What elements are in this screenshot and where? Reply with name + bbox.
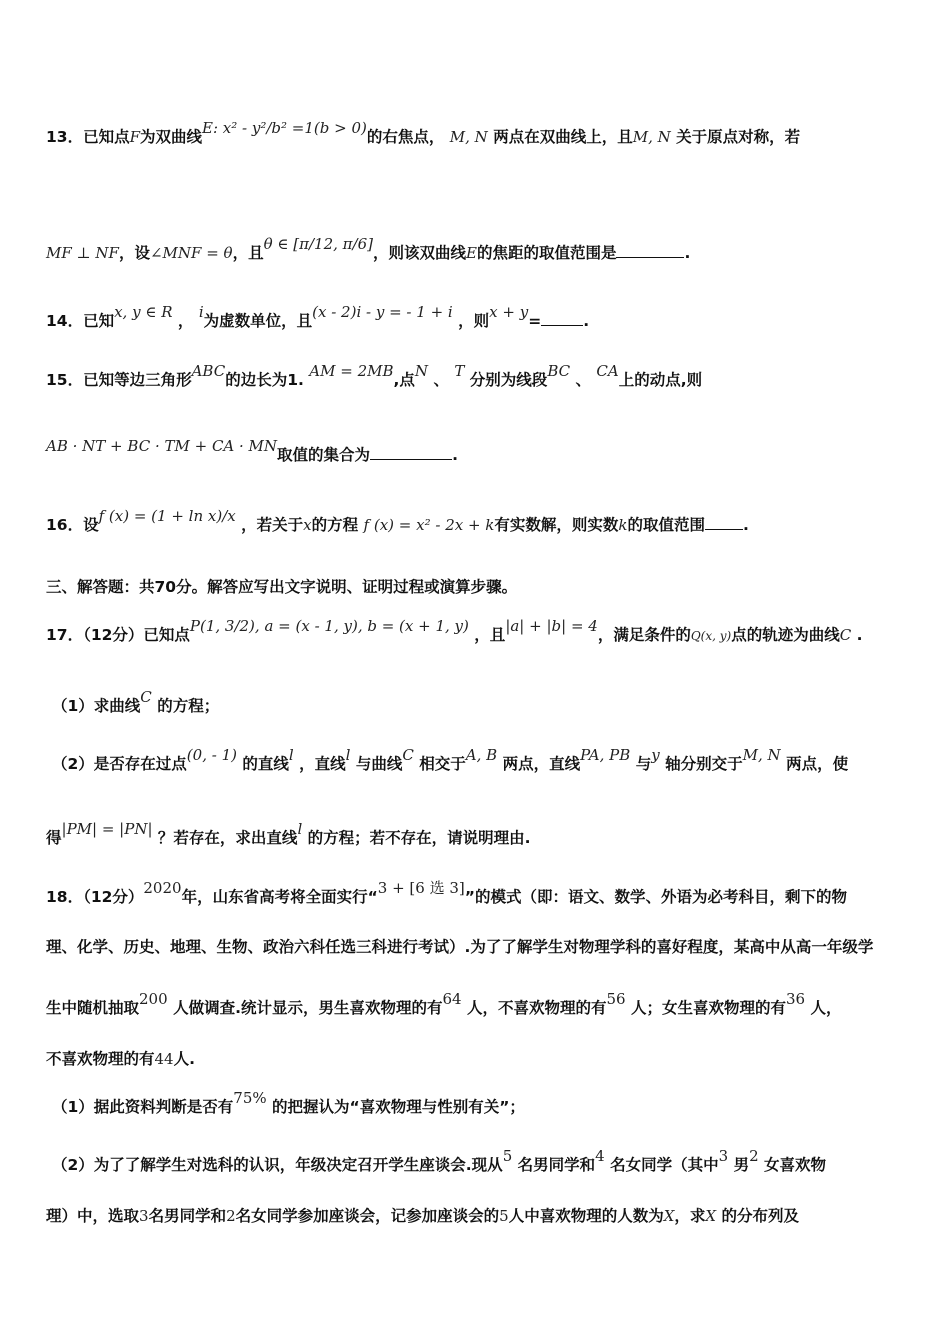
text: 的右焦点， xyxy=(366,128,445,146)
text: 生中随机抽取 xyxy=(46,999,140,1017)
text: ，则 xyxy=(458,312,490,330)
text: ，且 xyxy=(474,626,506,644)
number: 64 xyxy=(442,990,462,1008)
math: PA, PB xyxy=(580,746,631,764)
q15-line-2 xyxy=(46,437,910,466)
function-definition: f (x) = (1 + ln x)/x xyxy=(98,507,236,525)
text: 14．已知 xyxy=(46,312,115,330)
math: X xyxy=(705,1207,717,1225)
math: AM = 2MB xyxy=(309,362,394,380)
text: ，若关于 xyxy=(241,516,304,534)
text: = xyxy=(528,312,542,330)
text: 上的动点,则 xyxy=(618,371,703,389)
math: T xyxy=(454,362,465,380)
math: |a| + |b| = 4 xyxy=(505,617,598,635)
q18-part-2-cont xyxy=(46,1205,910,1227)
text: （1）求曲线 xyxy=(52,697,141,715)
math: 3 + [6 选 3] xyxy=(377,879,465,897)
text: 与 xyxy=(635,755,652,773)
math: BC xyxy=(547,362,571,380)
math: l xyxy=(297,820,303,838)
math: CA xyxy=(596,362,619,380)
text: 轴分别交于 xyxy=(665,755,743,773)
math: E xyxy=(465,244,477,262)
math: F xyxy=(129,128,140,146)
text: . xyxy=(583,312,590,330)
number: 200 xyxy=(139,990,168,1008)
number: 36 xyxy=(785,990,806,1008)
number: 3 xyxy=(139,1207,149,1225)
text: 点的轨迹为曲线 xyxy=(731,626,840,644)
answer-blank xyxy=(616,243,684,258)
math: C xyxy=(839,626,852,644)
text: . xyxy=(684,244,691,262)
text: 男 xyxy=(733,1156,750,1174)
text: 、 xyxy=(575,371,592,389)
text: 18．（12分） xyxy=(46,888,144,906)
number: 5 xyxy=(502,1147,513,1165)
math: ∠MNF = θ xyxy=(149,244,233,262)
text: 两点在双曲线上，且 xyxy=(493,128,633,146)
text: 、 xyxy=(433,371,449,389)
math: N xyxy=(414,362,429,380)
text: 人，不喜欢物理的有 xyxy=(466,999,607,1017)
q18-part-1 xyxy=(52,1089,910,1118)
q16-line xyxy=(46,507,910,536)
text: 的方程 xyxy=(311,516,359,534)
q18-line-2: 理、化学、历史、地理、生物、政治六科任选三科进行考试）.为了了解学生对物理学科的喜好程度，某高中从高一年级学 xyxy=(46,938,874,956)
text: 的方程； xyxy=(157,697,220,715)
text: 取值的集合为 xyxy=(277,446,371,464)
math: l xyxy=(345,746,351,764)
math: i xyxy=(198,303,204,321)
text: ，则该双曲线 xyxy=(372,244,466,262)
math: M, N xyxy=(742,746,781,764)
section-heading: 三、解答题：共70分。解答应写出文字说明、证明过程或演算步骤。 xyxy=(46,578,518,596)
text: 两点，直线 xyxy=(502,755,581,773)
math: x, y ∈ R xyxy=(114,303,173,321)
q18-part-2 xyxy=(52,1147,910,1176)
math: θ ∈ [π/12, π/6] xyxy=(263,235,373,253)
text: 的直线 xyxy=(242,755,289,773)
math: (x - 2)i - y = - 1 + i xyxy=(312,303,453,321)
math: 2020 xyxy=(143,879,182,897)
text: . xyxy=(452,446,458,464)
math: k xyxy=(618,516,628,534)
text: （1）据此资料判断是否有 xyxy=(52,1098,234,1116)
text: ，求 xyxy=(674,1207,706,1225)
math: C xyxy=(402,746,414,764)
number: 75% xyxy=(233,1089,267,1107)
math: x + y xyxy=(489,303,529,321)
text: （2）为了了解学生对选科的认识，年级决定召开学生座谈会.现从 xyxy=(52,1156,503,1174)
math: f (x) = x² - 2x + k xyxy=(363,516,495,534)
number: 56 xyxy=(606,990,626,1008)
number: 2 xyxy=(226,1207,236,1225)
text: 分别为线段 xyxy=(469,371,548,389)
text: 女喜欢物 xyxy=(764,1156,827,1174)
text: 有实数解，则实数 xyxy=(494,516,619,534)
q17-part-2 xyxy=(52,746,910,775)
q17-part-1 xyxy=(52,688,910,717)
text: . xyxy=(743,516,749,534)
text: 名女同学参加座谈会，记参加座谈会的 xyxy=(235,1207,500,1225)
number: 4 xyxy=(595,1147,605,1165)
text: 的分布列及 xyxy=(721,1207,800,1225)
text: 17．（12分）已知点 xyxy=(46,626,190,644)
text: （2）是否存在过点 xyxy=(52,755,187,773)
math: l xyxy=(288,746,294,764)
text: ”的模式（即：语文、数学、外语为必考科目，剩下的物 xyxy=(464,888,847,906)
text: 15．已知等边三角形 xyxy=(46,371,192,389)
vector-expression: AB · NT + BC · TM + CA · MN xyxy=(46,437,278,455)
text: 为虚数单位，且 xyxy=(203,312,313,330)
text: 不喜欢物理的有 xyxy=(46,1050,155,1068)
text: 为双曲线 xyxy=(140,128,203,146)
math: P(1, 3/2), a = (x - 1, y), b = (x + 1, y) xyxy=(189,617,469,635)
text: ，直线 xyxy=(299,755,346,773)
text: 人中喜欢物理的人数为 xyxy=(508,1207,664,1225)
text: 人. xyxy=(173,1050,195,1068)
number: 3 xyxy=(718,1147,729,1165)
answer-blank xyxy=(705,515,743,530)
q17-line-1 xyxy=(46,617,910,647)
text: 与曲线 xyxy=(355,755,403,773)
math: ABC xyxy=(191,362,226,380)
text: 的焦距的取值范围是 xyxy=(476,244,617,262)
answer-blank xyxy=(541,311,583,326)
q18-line-3 xyxy=(46,990,910,1019)
text: 理）中，选取 xyxy=(46,1207,140,1225)
math: |PM| = |PN| xyxy=(61,820,153,838)
q13-line-2 xyxy=(46,235,910,264)
text: 名女同学（其中 xyxy=(610,1156,719,1174)
text: 的边长为1. xyxy=(225,371,304,389)
text: ，且 xyxy=(232,244,264,262)
text: 的方程；若不存在，请说明理由. xyxy=(307,829,531,847)
q13-line-1 xyxy=(46,119,910,148)
q18-line-1 xyxy=(46,879,910,908)
text: 人做调查.统计显示，男生喜欢物理的有 xyxy=(173,999,443,1017)
math: X xyxy=(663,1207,675,1225)
text: 的把握认为“喜欢物理与性别有关”； xyxy=(272,1098,525,1116)
math: A, B xyxy=(465,746,498,764)
hyperbola-equation: E: x² - y²/b² =1(b > 0) xyxy=(202,119,367,137)
text: ，满足条件的 xyxy=(597,626,691,644)
number: 44 xyxy=(154,1050,174,1068)
text: 年，山东省高考将全面实行“ xyxy=(181,888,378,906)
math: x xyxy=(303,516,312,534)
text: 13．已知点 xyxy=(46,128,130,146)
text: 人， xyxy=(810,999,842,1017)
answer-blank xyxy=(370,445,452,460)
text: . xyxy=(856,626,863,644)
text: 16．设 xyxy=(46,516,99,534)
number: 5 xyxy=(499,1207,509,1225)
text: 两点，使 xyxy=(786,755,849,773)
q15-line-1 xyxy=(46,362,910,391)
q18-line-4 xyxy=(46,1048,910,1070)
number: 2 xyxy=(749,1147,759,1165)
text: 的取值范围 xyxy=(627,516,706,534)
text: ？若存在，求出直线 xyxy=(157,829,298,847)
text: 名男同学和 xyxy=(148,1207,227,1225)
text: 关于原点对称，若 xyxy=(676,128,801,146)
q17-part-2-cont xyxy=(46,820,910,849)
math: M, N xyxy=(632,128,671,146)
text: 人；女生喜欢物理的有 xyxy=(630,999,786,1017)
text: ，设 xyxy=(118,244,150,262)
math: y xyxy=(651,746,660,764)
text: 相交于 xyxy=(419,755,466,773)
math: Q(x, y) xyxy=(690,629,732,643)
math: M, N xyxy=(449,128,488,146)
math: C xyxy=(140,688,152,706)
math: (0, - 1) xyxy=(186,746,237,764)
text: ,点 xyxy=(393,371,415,389)
text: ， xyxy=(177,312,194,330)
q14-line xyxy=(46,303,910,332)
text: 名男同学和 xyxy=(517,1156,596,1174)
math: MF ⊥ NF xyxy=(46,244,119,262)
text: 得 xyxy=(46,829,62,847)
